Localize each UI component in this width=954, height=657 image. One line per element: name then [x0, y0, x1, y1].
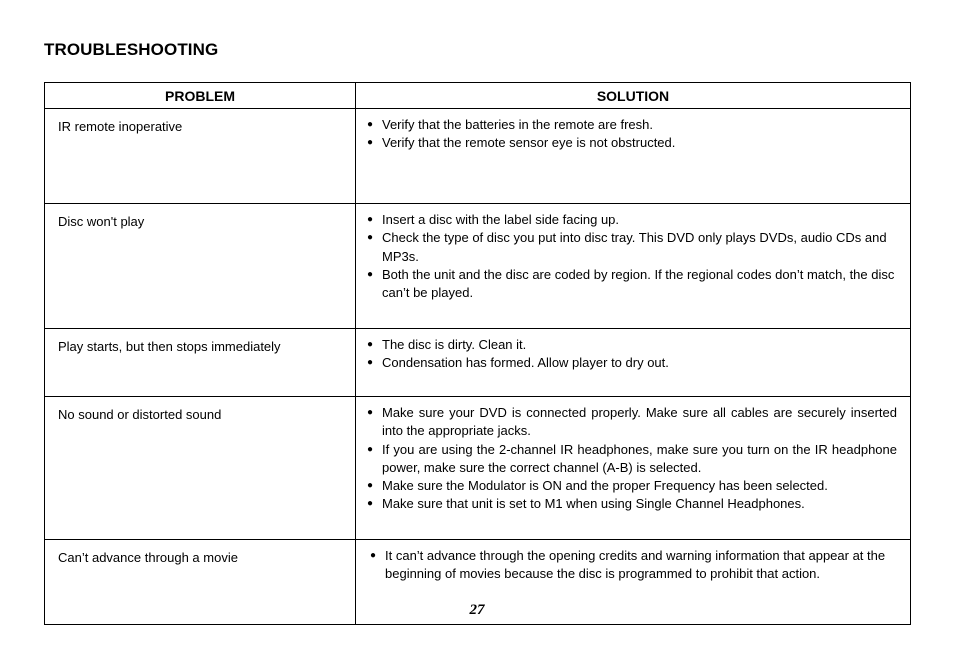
solution-column-header: SOLUTION	[356, 83, 911, 109]
table-row	[45, 109, 911, 204]
solution-item	[367, 134, 897, 152]
solution-list	[367, 404, 897, 514]
solution-text: Make sure that unit is set to M1 when using Single Channel Headphones.	[382, 496, 805, 512]
bullet-icon: ●	[367, 268, 374, 280]
bullet-icon: ●	[367, 137, 374, 149]
solution-text: Verify that the remote sensor eye is not obstructed.	[382, 135, 676, 151]
bullet-icon: ●	[367, 214, 374, 225]
problem-cell: Play starts, but then stops immediately	[45, 329, 356, 397]
page-title: TROUBLESHOOTING	[44, 40, 219, 59]
troubleshooting-table	[44, 82, 911, 625]
solution-text: Make sure the Modulator is ON and the proper Frequency has been selected.	[382, 478, 828, 494]
solution-item	[367, 266, 897, 303]
solution-text: Make sure your DVD is connected properly. Make sure all cables are securely inserted into the appropriate jacks.	[382, 405, 897, 439]
bullet-icon: ●	[367, 119, 374, 130]
solution-item	[367, 404, 897, 441]
solution-text: It can’t advance through the opening credits and warning information that appear at the beginning of movies because the disc is programmed to prohibit that action.	[385, 548, 886, 582]
solution-text: Verify that the batteries in the remote are fresh.	[382, 117, 653, 132]
solution-text: Both the unit and the disc are coded by region. If the regional codes don’t match, the disc can’t be played.	[382, 266, 895, 301]
solution-list	[370, 547, 897, 584]
bullet-icon: ●	[367, 480, 374, 492]
solution-item	[367, 229, 897, 266]
bullet-icon: ●	[367, 407, 374, 418]
solution-cell	[356, 204, 911, 329]
solution-text: Check the type of disc you put into disc tray. This DVD only plays DVDs, audio CDs and MP3s.	[382, 230, 887, 264]
solution-cell	[356, 329, 911, 397]
problem-cell: No sound or distorted sound	[45, 397, 356, 540]
table-row	[45, 329, 911, 397]
solution-item	[367, 495, 897, 513]
problem-cell: Disc won't play	[45, 204, 356, 329]
table-row	[45, 204, 911, 329]
bullet-icon: ●	[367, 498, 374, 510]
problem-cell: Can’t advance through a movie	[45, 540, 356, 625]
bullet-icon: ●	[367, 339, 374, 350]
table-row	[45, 397, 911, 540]
solution-cell	[356, 397, 911, 540]
solution-list	[367, 336, 897, 373]
solution-item	[370, 547, 897, 584]
solution-item	[367, 211, 897, 229]
problem-column-header: PROBLEM	[45, 83, 356, 109]
page-number: 27	[469, 602, 485, 618]
solution-list	[367, 211, 897, 302]
solution-text: The disc is dirty. Clean it.	[382, 337, 527, 352]
solution-text: Condensation has formed. Allow player to dry out.	[382, 355, 669, 371]
bullet-icon: ●	[367, 357, 374, 369]
solution-item	[367, 336, 897, 354]
solution-item	[367, 441, 897, 478]
solution-cell	[356, 109, 911, 204]
problem-cell: IR remote inoperative	[45, 109, 356, 204]
bullet-icon: ●	[370, 550, 377, 561]
bullet-icon: ●	[367, 232, 374, 244]
bullet-icon: ●	[367, 443, 374, 455]
solution-item	[367, 477, 897, 495]
solution-list	[367, 116, 897, 153]
table-header-row	[45, 83, 911, 109]
solution-text: Insert a disc with the label side facing up.	[382, 212, 620, 227]
solution-item	[367, 116, 897, 134]
solution-item	[367, 354, 897, 372]
solution-text: If you are using the 2-channel IR headphones, make sure you turn on the IR headphone power, make sure the correct channel (A-B) is selected.	[382, 441, 897, 475]
